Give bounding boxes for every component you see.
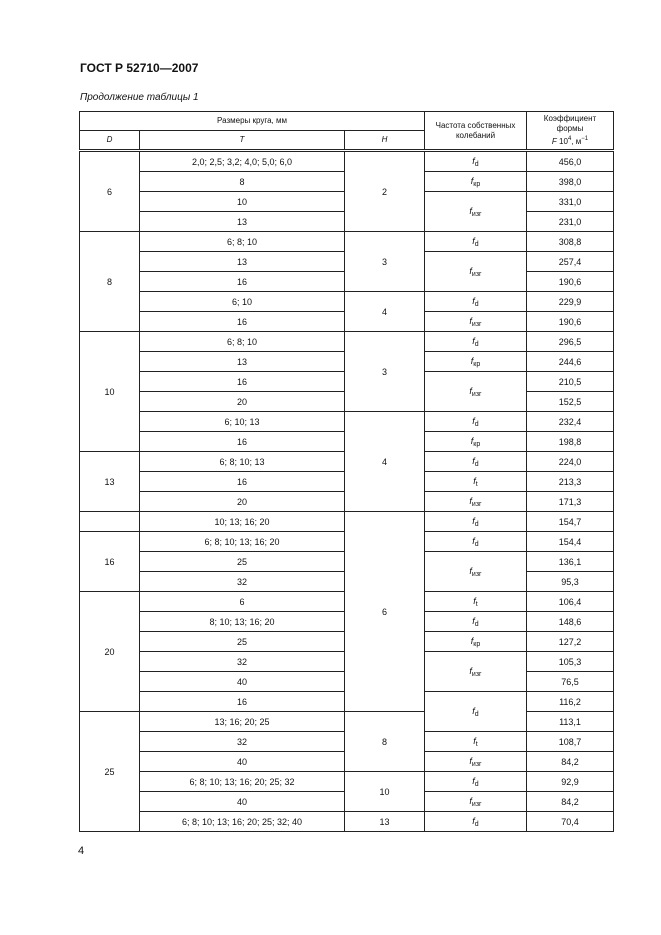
cell-h: 2 — [345, 152, 425, 232]
cell-h: 8 — [345, 712, 425, 772]
cell-t: 6; 10; 13 — [140, 412, 345, 432]
cell-value: 190,6 — [527, 312, 614, 332]
freq-sub: d — [474, 780, 479, 788]
freq-sub: кр — [473, 440, 481, 448]
table-row — [80, 812, 614, 832]
cell-d: 13 — [80, 452, 140, 512]
freq-symbol: f — [472, 535, 475, 546]
cell-value: 136,1 — [527, 552, 614, 572]
cell-freq — [425, 312, 527, 332]
cell-t: 6; 8; 10; 13; 16; 20; 25; 32; 40 — [140, 812, 345, 832]
cell-t: 40 — [140, 672, 345, 692]
freq-sub: кр — [473, 180, 481, 188]
freq-sub: кр — [473, 640, 481, 648]
freq-symbol: f — [472, 235, 475, 246]
cell-value: 296,5 — [527, 332, 614, 352]
header-t: T — [140, 131, 345, 150]
freq-sub: d — [474, 710, 479, 718]
freq-symbol: f — [473, 735, 476, 746]
cell-freq — [425, 232, 527, 252]
cell-t: 6; 8; 10; 13; 16; 20; 25; 32 — [140, 772, 345, 792]
cell-freq — [425, 692, 527, 732]
cell-value: 331,0 — [527, 192, 614, 212]
cell-value: 154,4 — [527, 532, 614, 552]
cell-t: 6; 8; 10 — [140, 332, 345, 352]
cell-value: 84,2 — [527, 752, 614, 772]
cell-d: 10 — [80, 332, 140, 452]
table-row — [80, 512, 614, 532]
cell-value: 257,4 — [527, 252, 614, 272]
freq-symbol: f — [470, 175, 474, 186]
header-coefficient — [527, 112, 614, 150]
freq-sub: изг — [471, 800, 482, 808]
cell-t: 32 — [140, 652, 345, 672]
cell-t: 8; 10; 13; 16; 20 — [140, 612, 345, 632]
cell-t: 16 — [140, 312, 345, 332]
cell-freq — [425, 812, 527, 832]
freq-sub: d — [474, 420, 479, 428]
freq-sub: изг — [471, 670, 482, 678]
cell-h: 10 — [345, 772, 425, 812]
cell-freq — [425, 612, 527, 632]
cell-t: 13 — [140, 352, 345, 372]
freq-symbol: f — [472, 615, 475, 626]
freq-sub: d — [474, 340, 479, 348]
freq-symbol: f — [472, 295, 475, 306]
freq-sub: d — [474, 620, 479, 628]
freq-symbol: f — [469, 495, 472, 506]
cell-freq — [425, 732, 527, 752]
freq-symbol: f — [472, 335, 475, 346]
freq-symbol: f — [469, 565, 472, 576]
header-frequency: Частота собственных колебаний — [425, 112, 527, 150]
freq-symbol: f — [469, 755, 472, 766]
header-coef-mult: 10 — [559, 137, 568, 146]
cell-freq — [425, 152, 527, 172]
cell-value: 398,0 — [527, 172, 614, 192]
cell-t: 40 — [140, 792, 345, 812]
cell-d-empty — [80, 512, 140, 532]
cell-t: 20 — [140, 392, 345, 412]
freq-sub: d — [474, 460, 479, 468]
header-coef-unit-exp: −1 — [581, 136, 589, 142]
cell-t: 2,0; 2,5; 3,2; 4,0; 5,0; 6,0 — [140, 152, 345, 172]
freq-sub: t — [475, 600, 478, 608]
freq-symbol: f — [472, 415, 475, 426]
cell-freq — [425, 752, 527, 772]
cell-freq — [425, 412, 527, 432]
freq-sub: изг — [471, 270, 482, 278]
cell-value: 70,4 — [527, 812, 614, 832]
cell-value: 244,6 — [527, 352, 614, 372]
freq-symbol: f — [469, 385, 472, 396]
cell-value: 152,5 — [527, 392, 614, 412]
cell-freq — [425, 492, 527, 512]
freq-sub: изг — [471, 210, 482, 218]
cell-value: 171,3 — [527, 492, 614, 512]
header-coef-line1: Коэффициент — [543, 114, 597, 123]
cell-t: 8 — [140, 172, 345, 192]
freq-sub: изг — [471, 500, 482, 508]
cell-value: 108,7 — [527, 732, 614, 752]
freq-sub: d — [474, 300, 479, 308]
cell-t: 6 — [140, 592, 345, 612]
cell-t: 13 — [140, 252, 345, 272]
page-number: 4 — [78, 845, 85, 857]
cell-h: 3 — [345, 232, 425, 292]
cell-value: 148,6 — [527, 612, 614, 632]
header-d: D — [80, 131, 140, 150]
cell-d: 25 — [80, 712, 140, 832]
cell-h: 4 — [345, 412, 425, 512]
table-row — [80, 412, 614, 432]
cell-t: 16 — [140, 692, 345, 712]
freq-sub: изг — [471, 760, 482, 768]
table-row — [80, 712, 614, 732]
cell-t: 25 — [140, 632, 345, 652]
table-row — [80, 232, 614, 252]
header-coef-line2: формы — [556, 124, 584, 133]
cell-t: 6; 8; 10; 13 — [140, 452, 345, 472]
table-row — [80, 332, 614, 352]
cell-value: 456,0 — [527, 152, 614, 172]
cell-value: 95,3 — [527, 572, 614, 592]
cell-freq — [425, 652, 527, 692]
cell-t: 16 — [140, 272, 345, 292]
cell-value: 154,7 — [527, 512, 614, 532]
cell-freq — [425, 632, 527, 652]
cell-freq — [425, 792, 527, 812]
cell-value: 106,4 — [527, 592, 614, 612]
header-coef-exp: 4 — [567, 136, 572, 142]
freq-symbol: f — [469, 665, 472, 676]
cell-freq — [425, 532, 527, 552]
freq-sub: d — [474, 540, 479, 548]
cell-freq — [425, 512, 527, 532]
freq-symbol: f — [473, 475, 476, 486]
cell-value: 229,9 — [527, 292, 614, 312]
cell-value: 198,8 — [527, 432, 614, 452]
table-caption: Продолжение таблицы 1 — [80, 92, 199, 103]
cell-freq — [425, 552, 527, 592]
freq-symbol: f — [469, 795, 472, 806]
cell-d: 6 — [80, 152, 140, 232]
freq-sub: изг — [471, 570, 482, 578]
cell-value: 231,0 — [527, 212, 614, 232]
cell-freq — [425, 452, 527, 472]
cell-freq — [425, 352, 527, 372]
cell-h: 3 — [345, 332, 425, 412]
cell-t: 13; 16; 20; 25 — [140, 712, 345, 732]
table-row — [80, 292, 614, 312]
cell-freq — [425, 472, 527, 492]
cell-freq — [425, 192, 527, 232]
freq-sub: кр — [473, 360, 481, 368]
freq-symbol: f — [473, 595, 476, 606]
cell-value: 232,4 — [527, 412, 614, 432]
freq-symbol: f — [470, 355, 474, 366]
cell-d: 20 — [80, 592, 140, 712]
table-row — [80, 152, 614, 172]
header-coef-symbol: F — [551, 137, 557, 146]
cell-t: 6; 8; 10 — [140, 232, 345, 252]
cell-t: 25 — [140, 552, 345, 572]
cell-freq — [425, 772, 527, 792]
cell-t: 32 — [140, 732, 345, 752]
cell-t: 16 — [140, 372, 345, 392]
cell-value: 84,2 — [527, 792, 614, 812]
cell-t: 40 — [140, 752, 345, 772]
frequency-table — [79, 111, 614, 832]
cell-freq — [425, 372, 527, 412]
freq-sub: d — [474, 820, 479, 828]
freq-sub: t — [475, 740, 478, 748]
freq-symbol: f — [469, 205, 472, 216]
cell-value: 224,0 — [527, 452, 614, 472]
cell-freq — [425, 592, 527, 612]
freq-symbol: f — [472, 515, 475, 526]
header-coef-unit: , м — [571, 137, 582, 146]
cell-t: 13 — [140, 212, 345, 232]
cell-value: 116,2 — [527, 692, 614, 712]
cell-t: 10; 13; 16; 20 — [140, 512, 345, 532]
freq-symbol: f — [472, 155, 475, 166]
cell-h: 6 — [345, 512, 425, 712]
header-h: H — [345, 131, 425, 150]
cell-value: 190,6 — [527, 272, 614, 292]
cell-value: 308,8 — [527, 232, 614, 252]
cell-freq — [425, 432, 527, 452]
freq-symbol: f — [470, 635, 474, 646]
cell-t: 16 — [140, 472, 345, 492]
cell-freq — [425, 252, 527, 292]
cell-value: 113,1 — [527, 712, 614, 732]
cell-freq — [425, 292, 527, 312]
cell-h: 13 — [345, 812, 425, 832]
cell-value: 213,3 — [527, 472, 614, 492]
cell-value: 76,5 — [527, 672, 614, 692]
cell-freq — [425, 332, 527, 352]
freq-symbol: f — [470, 435, 474, 446]
freq-sub: d — [474, 160, 479, 168]
freq-symbol: f — [469, 315, 472, 326]
freq-sub: d — [474, 240, 479, 248]
freq-symbol: f — [472, 455, 475, 466]
freq-symbol: f — [472, 775, 475, 786]
cell-t: 6; 10 — [140, 292, 345, 312]
freq-symbol: f — [472, 815, 475, 826]
cell-t: 10 — [140, 192, 345, 212]
table-row — [80, 772, 614, 792]
cell-t: 16 — [140, 432, 345, 452]
freq-symbol: f — [469, 265, 472, 276]
freq-sub: t — [475, 480, 478, 488]
cell-value: 210,5 — [527, 372, 614, 392]
document-title: ГОСТ Р 52710—2007 — [80, 61, 199, 75]
cell-h: 4 — [345, 292, 425, 332]
cell-d: 16 — [80, 532, 140, 592]
cell-value: 105,3 — [527, 652, 614, 672]
freq-symbol: f — [472, 705, 475, 716]
cell-freq — [425, 172, 527, 192]
freq-sub: изг — [471, 320, 482, 328]
freq-sub: изг — [471, 390, 482, 398]
cell-value: 127,2 — [527, 632, 614, 652]
cell-value: 92,9 — [527, 772, 614, 792]
header-sizes: Размеры круга, мм — [80, 112, 425, 131]
freq-sub: d — [474, 520, 479, 528]
cell-d: 8 — [80, 232, 140, 332]
cell-t: 6; 8; 10; 13; 16; 20 — [140, 532, 345, 552]
cell-t: 32 — [140, 572, 345, 592]
cell-t: 20 — [140, 492, 345, 512]
